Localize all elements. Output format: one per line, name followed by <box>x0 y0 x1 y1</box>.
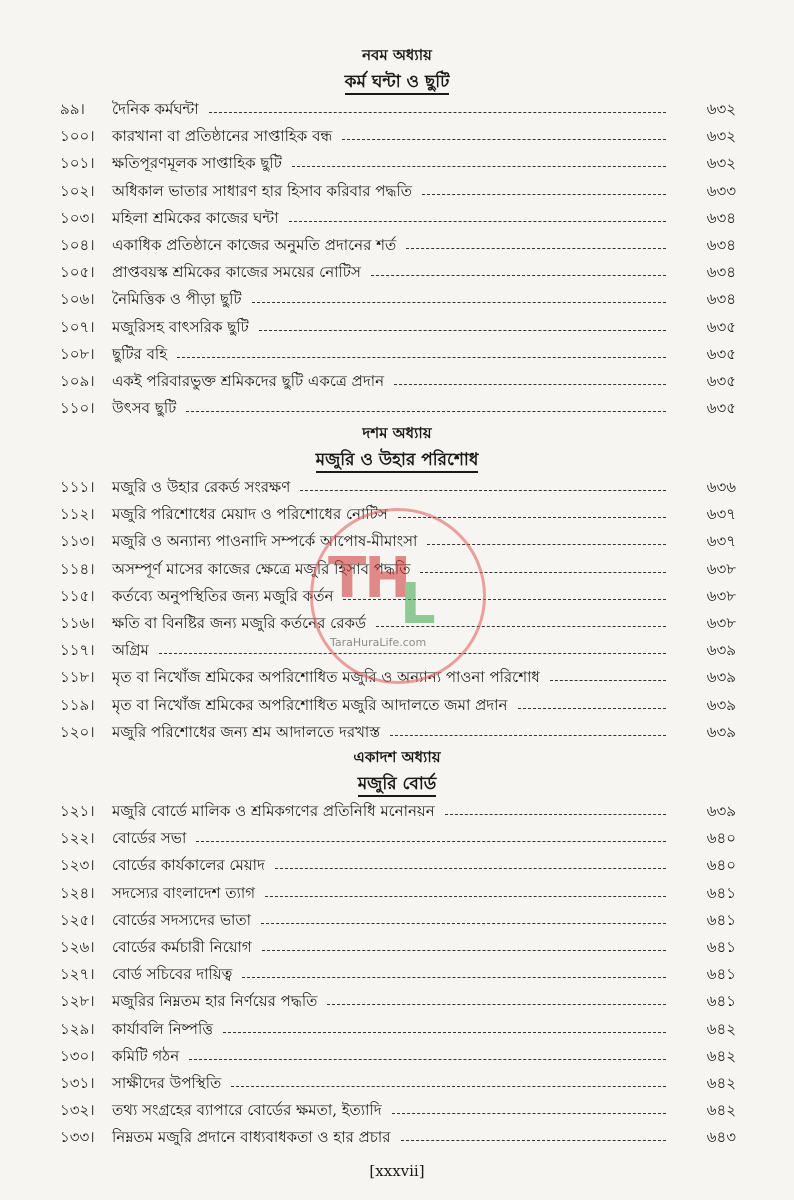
section-number: ১০৪। <box>60 235 95 254</box>
section-number: ১৩২। <box>60 1101 95 1120</box>
section-number: ১৩০। <box>60 1046 95 1065</box>
section-number: ৯৯। <box>60 100 85 118</box>
toc-entry <box>0 528 794 555</box>
section-number: ১১৫। <box>60 586 95 605</box>
page-number: ৬৩৯ <box>706 695 736 714</box>
toc-entry <box>0 96 794 123</box>
page-number: ৬৩২ <box>706 100 736 118</box>
page-number: ৬৪৩ <box>706 1128 736 1147</box>
section-number: ১২১। <box>60 802 95 820</box>
section-title: ক্ষতিপূরণমূলক সাপ্তাহিক ছুটি <box>112 154 282 173</box>
dot-leader <box>390 735 666 736</box>
chapter-label: নবম অধ্যায় <box>362 46 432 64</box>
dot-leader <box>223 1032 666 1033</box>
chapter-title <box>0 770 794 798</box>
toc-entry <box>0 1043 794 1070</box>
section-title: অধিকাল ভাতার সাধারণ হার হিসাব করিবার পদ্ধতি <box>112 181 413 200</box>
section-title: বোর্ডের সদস্যদের ভাতা <box>112 910 251 929</box>
dot-leader <box>401 1140 666 1141</box>
dot-leader <box>262 950 666 951</box>
toc-entry <box>0 314 794 341</box>
section-title: বোর্ডের সভা <box>112 829 187 848</box>
dot-leader <box>392 1113 666 1114</box>
toc-entry <box>0 934 794 961</box>
toc-entry <box>0 1097 794 1124</box>
section-title: মজুরির নিম্নতম হার নির্ণয়ের পদ্ধতি <box>112 992 318 1011</box>
dot-leader <box>406 248 666 249</box>
page-number: ৬৪২ <box>706 1073 736 1092</box>
section-number: ১০১। <box>60 154 95 173</box>
page-number: ৬৩৭ <box>706 505 736 524</box>
toc-entry <box>0 961 794 988</box>
dot-leader <box>177 357 666 358</box>
page-number: ৬৪১ <box>706 937 736 956</box>
section-title: মজুরি ও উহার রেকর্ড সংরক্ষণ <box>112 478 291 496</box>
section-title: বোর্ডের কর্মচারী নিয়োগ <box>112 937 252 956</box>
page-number: ৬৩৪ <box>706 290 736 309</box>
section-title: তথ্য সংগ্রহের ব্যাপারে বোর্ডের ক্ষমতা, ইত্যাদি <box>112 1101 382 1120</box>
section-title: দৈনিক কর্মঘন্টা <box>112 100 199 118</box>
toc-entry <box>0 907 794 934</box>
dot-leader <box>427 544 666 545</box>
toc-entry <box>0 123 794 150</box>
section-title: একাধিক প্রতিষ্ঠানে কাজের অনুমতি প্রদানের শর্ত <box>112 235 397 254</box>
section-number: ১১৩। <box>60 532 95 551</box>
section-title: মজুরিসহ বাৎসরিক ছুটি <box>112 317 249 336</box>
section-number: ১২৫। <box>60 910 95 929</box>
toc-entry <box>0 610 794 637</box>
dot-leader <box>398 517 666 518</box>
dot-leader <box>327 1004 666 1005</box>
toc-entry <box>0 583 794 610</box>
toc-entry <box>0 664 794 691</box>
page-number: ৬৪০ <box>706 856 736 875</box>
dot-leader <box>342 139 666 140</box>
dot-leader <box>371 275 666 276</box>
section-title: ছুটির বহি <box>112 344 168 363</box>
page-number: ৬৩৪ <box>706 235 736 254</box>
page-number: ৬৪২ <box>706 1101 736 1120</box>
section-title: কমিটি গঠন <box>112 1046 180 1065</box>
toc-entry <box>0 880 794 907</box>
section-title: মজুরি ও অন্যান্য পাওনাদি সম্পর্কে আপোষ-মীমাংসা <box>112 532 418 551</box>
section-title: মজুরি পরিশোধের মেয়াদ ও পরিশোধের নোটিস <box>112 505 388 524</box>
page-number: ৬৪০ <box>706 829 736 848</box>
watermark-url: TaraHuraLife.com <box>330 636 427 649</box>
dot-leader <box>261 923 666 924</box>
toc-entry <box>0 798 794 825</box>
chapter-title-text: কর্ম ঘন্টা ও ছুটি <box>345 72 450 95</box>
chapter-section-10 <box>0 420 794 746</box>
dot-leader <box>394 384 666 385</box>
toc-entry <box>0 719 794 746</box>
section-title: সদস্যের বাংলাদেশ ত্যাগ <box>112 883 256 902</box>
section-number: ১১৪। <box>60 559 95 578</box>
dot-leader <box>209 112 666 113</box>
dot-leader <box>343 599 666 600</box>
dot-leader <box>518 708 666 709</box>
section-title: কার্যাবলি নিষ্পত্তি <box>112 1019 214 1038</box>
dot-leader <box>422 194 666 195</box>
toc-entry <box>0 1016 794 1043</box>
page-number: ৬৩৮ <box>706 559 736 578</box>
page-number: ৬৩৪ <box>706 263 736 282</box>
page-number: ৬৪১ <box>706 965 736 984</box>
section-number: ১১০। <box>60 399 95 418</box>
page-number: ৬৪১ <box>706 910 736 929</box>
section-number: ১১৯। <box>60 695 95 714</box>
dot-leader <box>265 896 666 897</box>
chapter-title <box>0 68 794 96</box>
section-number: ১০৩। <box>60 208 95 227</box>
section-number: ১০০। <box>60 127 95 146</box>
toc-entry <box>0 259 794 286</box>
toc-entry <box>0 825 794 852</box>
section-title: কারখানা বা প্রতিষ্ঠানের সাপ্তাহিক বন্ধ <box>112 127 333 146</box>
toc-entry <box>0 692 794 719</box>
toc-entry <box>0 368 794 395</box>
section-title: নিম্নতম মজুরি প্রদানে বাধ্যবাধকতা ও হার প্রচার <box>112 1128 391 1147</box>
dot-leader <box>420 572 666 573</box>
chapter-title-text: মজুরি বোর্ড <box>358 774 437 797</box>
section-title: একই পরিবারভুক্ত শ্রমিকদের ছুটি একত্রে প্রদান <box>112 371 385 390</box>
page-number: ৬৩৭ <box>706 532 736 551</box>
section-number: ১০৮। <box>60 344 95 363</box>
toc-list <box>0 474 794 746</box>
dot-leader <box>189 1059 666 1060</box>
section-title: বোর্ডের কার্যকালের মেয়াদ <box>112 856 265 875</box>
section-number: ১১১। <box>60 478 95 496</box>
toc-entry <box>0 178 794 205</box>
section-number: ১২৯। <box>60 1019 95 1038</box>
page-number: ৬৪১ <box>706 992 736 1011</box>
section-number: ১২৮। <box>60 992 95 1011</box>
dot-leader <box>231 1086 666 1087</box>
section-number: ১১২। <box>60 505 95 524</box>
page-number: ৬৩২ <box>706 154 736 173</box>
toc-entry <box>0 232 794 259</box>
section-title: মৃত বা নিখোঁজ শ্রমিকের অপরিশোধিত মজুরি আদালতে জমা প্রদান <box>112 695 508 714</box>
dot-leader <box>292 166 666 167</box>
section-title: মজুরি পরিশোধের জন্য শ্রম আদালতে দরখাস্ত <box>112 722 381 741</box>
chapter-title <box>0 446 794 474</box>
dot-leader <box>376 626 666 627</box>
toc-entry <box>0 1124 794 1151</box>
page-number: ৬৩৯ <box>706 802 736 820</box>
toc-entry <box>0 852 794 879</box>
section-number: ১১৬। <box>60 613 95 632</box>
toc-entry <box>0 395 794 422</box>
page-number: ৬৩৫ <box>706 399 736 418</box>
section-title: কর্তব্যে অনুপস্থিতির জন্য মজুরি কর্তন <box>112 586 334 605</box>
section-number: ১২০। <box>60 722 95 741</box>
section-title: নৈমিত্তিক ও পীড়া ছুটি <box>112 290 242 309</box>
toc-entry <box>0 205 794 232</box>
dot-leader <box>550 680 666 681</box>
toc-list <box>0 798 794 1151</box>
toc-entry <box>0 637 794 664</box>
page-number: ৬৩৮ <box>706 613 736 632</box>
page-number: ৬৪১ <box>706 883 736 902</box>
toc-entry <box>0 501 794 528</box>
toc-entry <box>0 556 794 583</box>
toc-entry <box>0 286 794 313</box>
dot-leader <box>252 302 666 303</box>
section-title: বোর্ড সচিবের দায়িত্ব <box>112 965 233 984</box>
dot-leader <box>242 977 666 978</box>
section-title: সাক্ষীদের উপস্থিতি <box>112 1073 222 1092</box>
section-number: ১০৬। <box>60 290 95 309</box>
section-title: ক্ষতি বা বিনষ্টির জন্য মজুরি কর্তনের রেকর্ড <box>112 613 366 632</box>
section-number: ১২৬। <box>60 937 95 956</box>
section-number: ১০৫। <box>60 263 95 282</box>
page-number: ৬৩৫ <box>706 344 736 363</box>
page-number: ৬৩৮ <box>706 586 736 605</box>
page-number: ৬৩৯ <box>706 668 736 687</box>
page-number: ৬৩৫ <box>706 371 736 390</box>
section-number: ১২২। <box>60 829 95 848</box>
toc-entry <box>0 341 794 368</box>
dot-leader <box>289 221 666 222</box>
section-number: ১২৭। <box>60 965 95 984</box>
toc-entry <box>0 988 794 1015</box>
chapter-label: একাদশ অধ্যায় <box>353 748 441 766</box>
dot-leader <box>259 330 666 331</box>
page-number-footer: [xxxvii] <box>369 1162 425 1180</box>
section-title: অসম্পূর্ণ মাসের কাজের ক্ষেত্রে মজুরি হিসাব পদ্ধতি <box>112 559 411 578</box>
section-number: ১১৭। <box>60 641 95 660</box>
page-number: ৬৩৯ <box>706 722 736 741</box>
dot-leader <box>445 814 666 815</box>
section-title: মজুরি বোর্ডে মালিক ও শ্রমিকগণের প্রতিনিধি মনোনয়ন <box>112 802 435 820</box>
toc-list <box>0 96 794 422</box>
dot-leader <box>275 868 666 869</box>
page-number: ৬৪২ <box>706 1019 736 1038</box>
watermark-logo-l: L <box>400 572 436 637</box>
page-number: ৬৩৩ <box>706 181 736 200</box>
section-number: ১১৮। <box>60 668 95 687</box>
section-number: ১২৩। <box>60 856 95 875</box>
section-number: ১২৪। <box>60 883 95 902</box>
chapter-section-9 <box>0 42 794 422</box>
page-number: ৬৪২ <box>706 1046 736 1065</box>
chapter-label: দশম অধ্যায় <box>362 424 432 442</box>
watermark-logo-th: TH <box>328 546 410 611</box>
page-number: ৬৩৪ <box>706 208 736 227</box>
chapter-section-11 <box>0 744 794 1151</box>
page-number: ৬৩২ <box>706 127 736 146</box>
section-number: ১৩৩। <box>60 1128 95 1147</box>
dot-leader <box>186 411 666 412</box>
toc-entry <box>0 474 794 501</box>
section-number: ১৩১। <box>60 1073 95 1092</box>
section-title: অগ্রিম <box>112 641 149 660</box>
dot-leader <box>300 490 666 491</box>
section-title: উৎসব ছুটি <box>112 399 177 418</box>
chapter-title-text: মজুরি ও উহার পরিশোধ <box>316 450 479 473</box>
section-number: ১০২। <box>60 181 95 200</box>
section-title: প্রাপ্তবয়স্ক শ্রমিকের কাজের সময়ের নোটিস <box>112 263 361 282</box>
section-number: ১০৭। <box>60 317 95 336</box>
dot-leader <box>196 841 666 842</box>
section-title: মৃত বা নিখোঁজ শ্রমিকের অপরিশোধিত মজুরি ও অন্যান্য পাওনা পরিশোধ <box>112 668 540 687</box>
page-number: ৬৩৬ <box>706 478 736 496</box>
page-number: ৬৩৯ <box>706 641 736 660</box>
section-title: মহিলা শ্রমিকের কাজের ঘন্টা <box>112 208 279 227</box>
section-number: ১০৯। <box>60 371 95 390</box>
dot-leader <box>159 653 666 654</box>
page-number: ৬৩৫ <box>706 317 736 336</box>
toc-entry <box>0 150 794 177</box>
toc-entry <box>0 1070 794 1097</box>
